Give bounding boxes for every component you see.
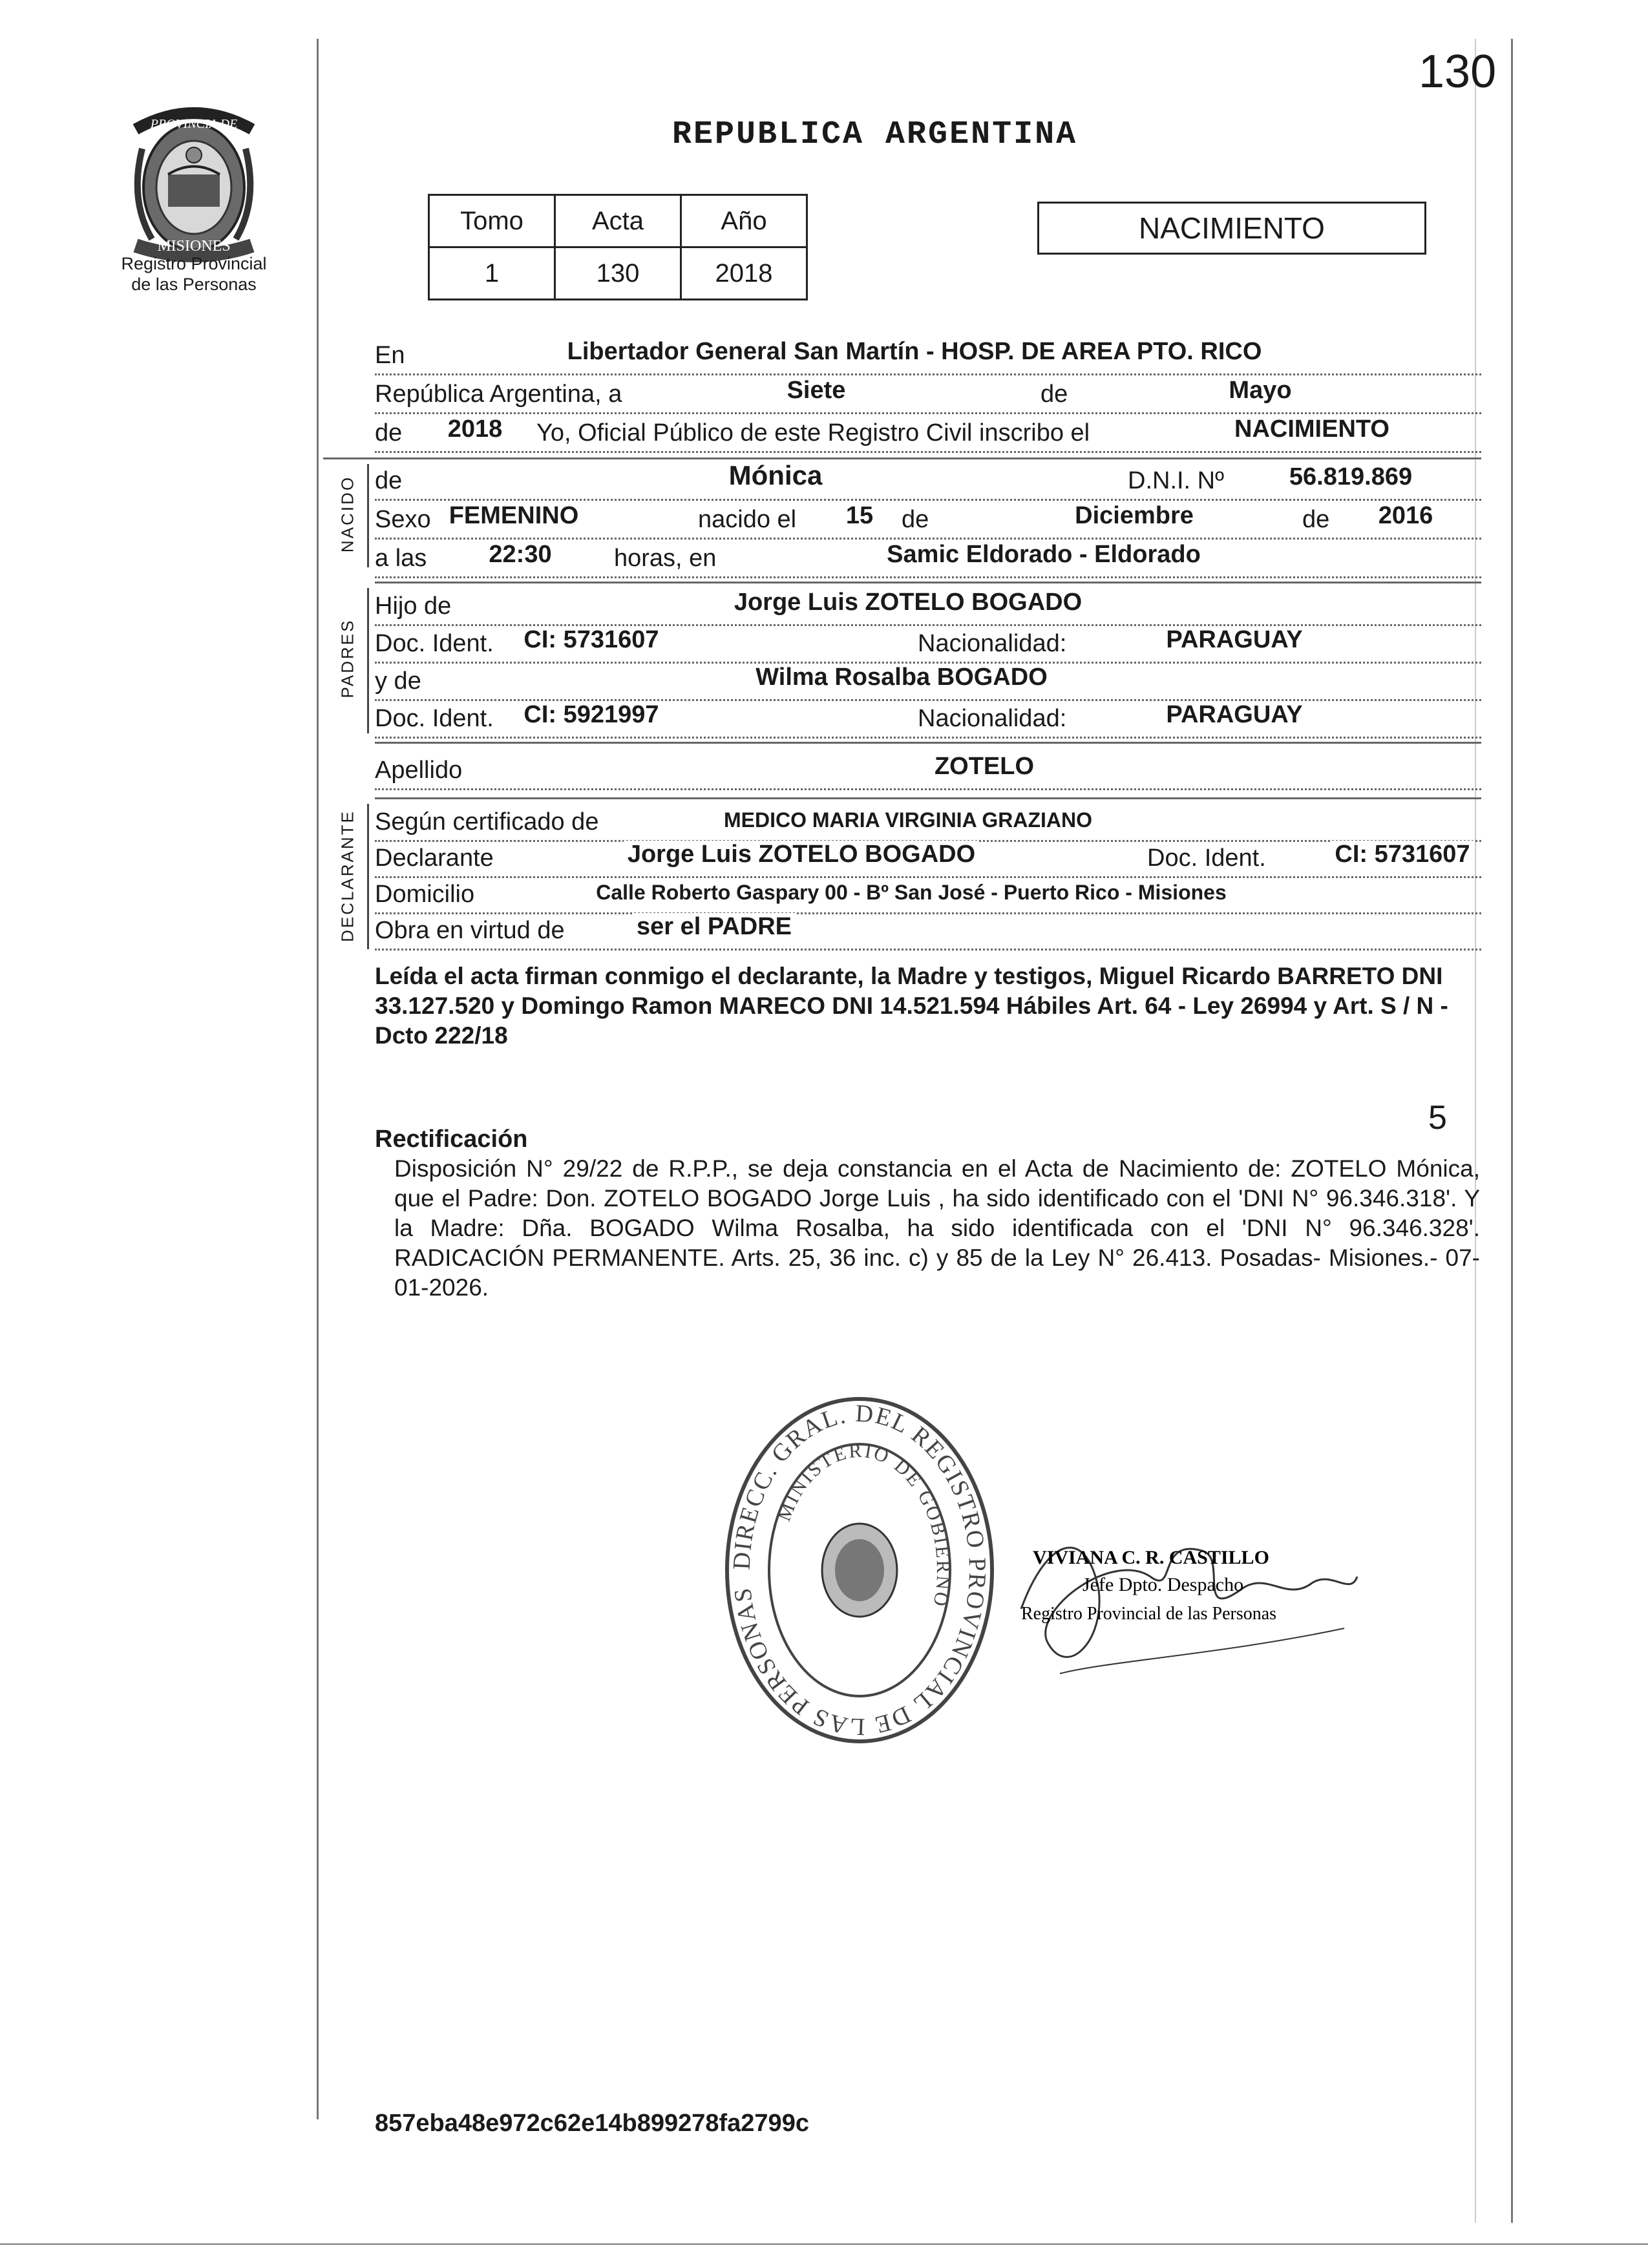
book-table-header-row [429,195,807,247]
book-table-header: Tomo [429,195,555,247]
signature-office: Registro Provincial de las Personas [1021,1604,1277,1624]
nacido-top-separator [323,457,1481,459]
mother-name: Wilma Rosalba BOGADO [752,664,1051,691]
mother-nationality-value: PARAGUAY [1162,701,1306,729]
page-number: 130 [1419,46,1497,98]
nacido-section-label: NACIDO [337,475,357,553]
inscribe-row [375,412,1481,453]
mother-row [375,660,1481,701]
rectificacion-number: 5 [1428,1099,1447,1137]
father-nationality-label: Nacionalidad: [918,630,1070,658]
surname-value: ZOTELO [931,753,1038,781]
declarante-bracket [367,804,369,949]
mother-doc-value: CI: 5921997 [520,701,662,729]
obra-label: Obra en virtud de [375,917,569,945]
emblem-top-text: PROVINCIA DE [150,117,238,131]
padres-section-label: PADRES [337,618,357,698]
de-name-label: de [375,467,406,495]
address-row [375,874,1481,914]
name-row [375,460,1481,501]
nacido-el-label: nacido el [698,506,800,534]
official-seal-icon [711,1389,1008,1751]
declarante-top-separator [375,797,1481,799]
book-table-header: Año [681,195,807,247]
seal-inner-text: MINISTERIO DE GOBIERNO [773,1440,955,1610]
capacity-row [375,910,1481,950]
en-label: En [375,342,408,370]
apellido-top-separator [375,742,1481,744]
republic-label: República Argentina, a [375,381,626,408]
book-table-value-row [429,247,807,300]
record-type-box: NACIMIENTO [1037,202,1426,255]
father-name: Jorge Luis ZOTELO BOGADO [730,589,1086,616]
certificado-value: MEDICO MARIA VIRGINIA GRAZIANO [720,808,1096,832]
mother-doc-row [375,698,1481,739]
book-table-header: Acta [555,195,681,247]
registry-caption [97,253,291,295]
closing-paragraph: Leída el acta firman conmigo el declarante, la Madre y testigos, Miguel Ricardo BARRETO DNI 33.127.520 y Domingo Ramon MARECO DNI 14.521.594 Hábiles Art. 64 - Ley 26994 y Art. S / N - Dcto 222/18 [375,963,1448,1049]
country-title: REPUBLICA ARGENTINA [672,116,1078,153]
date-row [375,373,1481,414]
certificado-label: Según certificado de [375,808,602,836]
apellido-label: Apellido [375,757,466,784]
padres-top-separator [375,582,1481,583]
footer-edge-line [0,2243,1648,2245]
rectificacion-body: Disposición N° 29/22 de R.P.P., se deja constancia en el Acta de Nacimiento de: ZOTELO Mónica, que el Padre: Don. ZOTELO BOGADO Jorge Luis , ha sido identificado con el 'DNI N° 96.346.318'. Y la Madre: Dña. BOGADO Wilma Rosalba, ha sido identificada con el 'DNI N° 96.346.328'. RADICACIÓN PERMANENTE. Arts. 25, 36 inc. c) y 85 de la Ley N° 26.413. Posadas- Misiones.- 07-01-2026. [394,1155,1480,1301]
birth-de-label: de [902,506,933,534]
right-margin-line [1511,39,1513,2223]
sexo-label: Sexo [375,506,435,534]
inscribe-label: Yo, Oficial Público de este Registro Civil inscribo el [536,419,1093,447]
y-de-label: y de [375,667,425,695]
registry-caption-line1: Registro Provincial [121,254,267,273]
domicilio-label: Domicilio [375,881,478,908]
declarante-doc-value: CI: 5731607 [1331,841,1474,868]
birth-time-value: 22:30 [485,541,555,569]
dni-label: D.N.I. Nº [1128,467,1228,495]
mother-nationality-label: Nacionalidad: [918,705,1070,733]
year-value: 2018 [444,415,507,443]
declarante-label: Declarante [375,845,498,872]
birth-de-label2: de [1302,506,1333,534]
birth-month-value: Diciembre [1071,502,1198,530]
birth-year-value: 2016 [1375,502,1437,530]
father-nationality-value: PARAGUAY [1162,626,1306,654]
signature-name: VIVIANA C. R. CASTILLO [1033,1547,1269,1568]
signature-stamp [1008,1512,1370,1706]
surname-row [375,750,1481,790]
inscribe-value: NACIMIENTO [1231,415,1393,443]
de-label: de [1041,381,1072,408]
hijo-de-label: Hijo de [375,593,455,620]
day-value: Siete [783,377,850,404]
father-doc-value: CI: 5731607 [520,626,662,654]
birth-day-value: 15 [842,502,877,530]
padres-bracket [367,588,369,733]
declarante-section-label: DECLARANTE [337,810,357,942]
declarant-row [375,837,1481,878]
horas-label: horas, en [614,545,720,572]
mother-doc-label: Doc. Ident. [375,705,498,733]
book-table-value: 130 [555,247,681,300]
child-name: Mónica [725,460,827,491]
nacido-bracket [367,464,369,567]
birth-place-value: Samic Eldorado - Eldorado [883,541,1205,569]
seal-outer-text: DIRECC. GRAL. DEL REGISTRO PROVINCIAL DE LAS PERSONAS [728,1400,991,1741]
place-row [375,335,1481,375]
a-las-label: a las [375,545,430,572]
father-doc-row [375,623,1481,664]
obra-value: ser el PADRE [633,913,796,941]
registry-caption-line2: de las Personas [131,275,257,294]
misiones-emblem-icon [116,103,271,268]
declarante-name: Jorge Luis ZOTELO BOGADO [624,841,979,868]
father-row [375,585,1481,626]
place-value: Libertador General San Martín - HOSP. DE AREA PTO. RICO [564,338,1266,366]
signature-title: Jefe Dpto. Despacho [1083,1574,1244,1595]
sex-birth-row [375,499,1481,540]
month-value: Mayo [1225,377,1295,404]
left-margin-line [317,39,319,2119]
rectificacion-heading: Rectificación [375,1126,528,1153]
father-doc-label: Doc. Ident. [375,630,498,658]
document-hash: 857eba48e972c62e14b899278fa2799c [375,2110,809,2137]
declarante-doc-label: Doc. Ident. [1147,845,1270,872]
domicilio-value: Calle Roberto Gaspary 00 - Bº San José - Puerto Rico - Misiones [592,881,1231,905]
book-table-value: 1 [429,247,555,300]
time-place-row [375,538,1481,578]
certificate-row [375,801,1481,842]
de-year-label: de [375,419,406,447]
emblem-bottom-text: MISIONES [157,238,231,255]
book-table-value: 2018 [681,247,807,300]
child-dni: 56.819.869 [1285,463,1416,491]
sexo-value: FEMENINO [445,502,583,530]
book-reference-table [428,194,808,300]
